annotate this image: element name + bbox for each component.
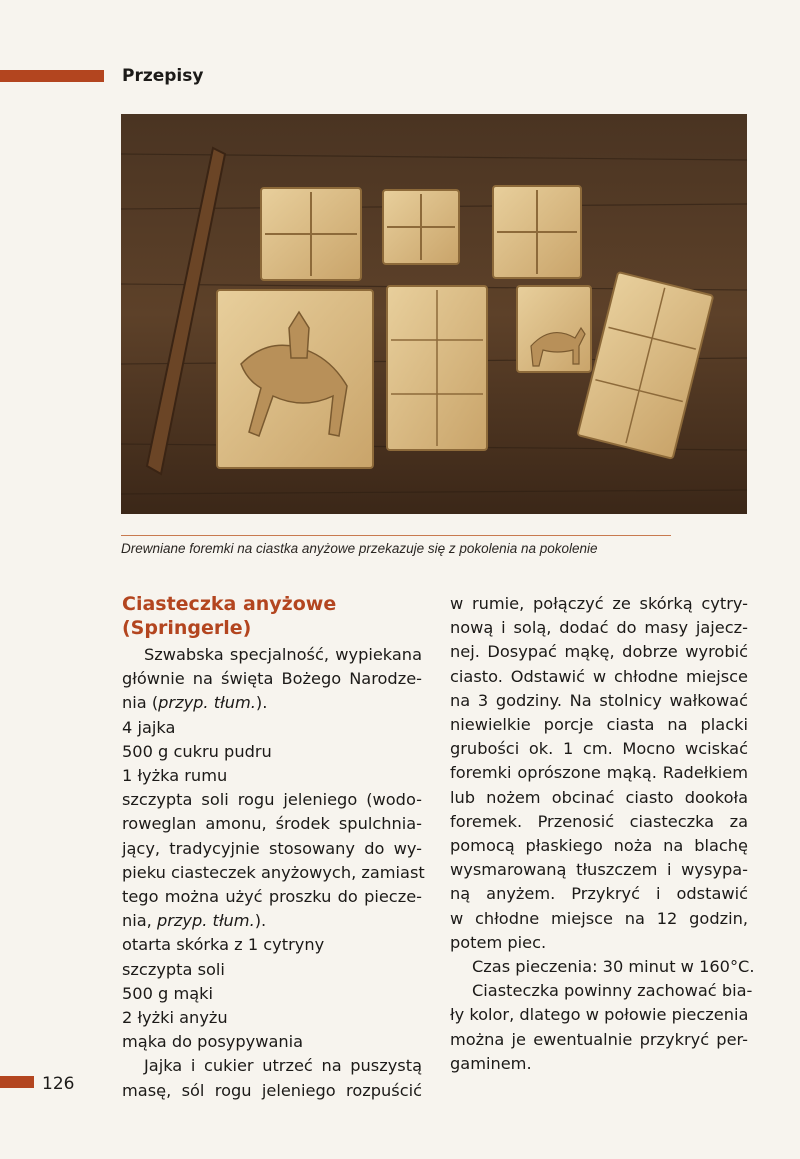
ingredient-flour: 500 g mąki: [122, 983, 214, 1003]
cookie-molds-photo: [121, 114, 747, 514]
method-line-16: w chłodne miejsce na 12 godzin,: [450, 908, 748, 928]
method-line-12: foremek. Przenosić ciasteczka za: [450, 811, 748, 831]
method-line-6: ciasto. Odstawić w chłodne miejsce: [450, 666, 748, 686]
ingredient-salt-line-3: jący, tradycyjnie stosowany do wy-: [122, 838, 422, 858]
ingredient-lemon-zest: otarta skórka z 1 cytryny: [122, 935, 325, 955]
method-line-13: pomocą płaskiego noża na blachę: [450, 836, 748, 856]
recipe-title-line-2: (Springerle): [122, 617, 252, 639]
photo-illustration: [121, 114, 747, 514]
method-line-11: lub nożem obcinać ciasto dookoła: [450, 787, 748, 807]
footer-color-bar: [0, 1076, 34, 1088]
method-line-9: grubości ok. 1 cm. Mocno wciskać: [450, 739, 748, 759]
ingredient-pinch-salt: szczypta soli: [122, 959, 225, 979]
recipe-title-line-1: Ciasteczka anyżowe: [122, 593, 337, 615]
ingredient-rum: 1 łyżka rumu: [122, 766, 228, 786]
ingredient-eggs: 4 jajka: [122, 717, 176, 737]
ingredient-sugar: 500 g cukru pudru: [122, 741, 272, 761]
right-column: [450, 592, 755, 1076]
method-line-10: foremki oprószone mąką. Radełkiem: [450, 763, 748, 783]
method-line-2: masę, sól rogu jeleniego rozpuścić: [122, 1080, 422, 1100]
ingredient-salt-line-5: tego można użyć proszku do piecze-: [122, 887, 422, 907]
photo-caption: Drewniane foremki na ciastka anyżowe przekazuje się z pokolenia na pokolenie: [121, 541, 598, 556]
method-line-7: na 3 godziny. Na stolnicy wałkować: [450, 690, 748, 710]
method-line-14: wysmarowaną tłuszczem i wysypa-: [450, 860, 748, 880]
translator-note-close: ).: [255, 693, 268, 713]
translator-note-2: przyp. tłum.: [156, 911, 255, 931]
ingredient-salt-line-2: roweglan amonu, środek spulchnia-: [122, 814, 422, 834]
method-line-15: ną anyżem. Przykryć i odstawić: [450, 884, 748, 904]
method-line-5: nej. Dosypać mąkę, dobrze wyrobić: [450, 642, 748, 662]
intro-text: nia (: [122, 693, 159, 713]
ingredient-dusting-flour: mąka do posypywania: [122, 1032, 304, 1052]
intro-line-3: [122, 691, 422, 715]
method-line-8: niewielkie porcje ciasta na placki: [450, 715, 748, 735]
intro-line-1: Szwabska specjalność, wypiekana: [144, 645, 422, 664]
tip-line-4: gaminem.: [450, 1053, 532, 1073]
ingredient-salt-line-1: szczypta soli rogu jeleniego (wodo-: [122, 790, 422, 810]
method-line-1: Jajka i cukier utrzeć na puszystą: [144, 1056, 422, 1076]
caption-rule: [121, 535, 671, 536]
page-number: 126: [42, 1074, 75, 1094]
recipe-title: [122, 592, 422, 640]
section-label: Przepisy: [122, 66, 204, 86]
translator-note: przyp. tłum.: [158, 693, 256, 713]
ingredient-salt-line-6: [122, 909, 422, 933]
tip-line-2: ły kolor, dlatego w połowie pieczenia: [450, 1005, 749, 1025]
baking-time: Czas pieczenia: 30 minut w 160°C.: [472, 957, 755, 977]
translator-note-close-2: ).: [254, 911, 267, 931]
tip-line-1: Ciasteczka powinny zachować bia-: [472, 981, 753, 1001]
left-column: [122, 592, 425, 1103]
intro-line-2: głównie na święta Bożego Narodze-: [122, 669, 422, 689]
method-line-17: potem piec.: [450, 932, 547, 952]
ingredient-anise: 2 łyżki anyżu: [122, 1008, 228, 1028]
method-line-3: w rumie, połączyć ze skórką cytry-: [450, 594, 748, 613]
section-color-bar: [0, 70, 104, 82]
ingredient-salt-line-4: pieku ciasteczek anyżowych, zamiast: [122, 862, 425, 882]
tip-line-3: można je ewentualnie przykryć per-: [450, 1029, 748, 1049]
method-line-4: nową i solą, dodać do masy jajecz-: [450, 618, 748, 638]
ingredient-salt-text: nia,: [122, 911, 157, 931]
